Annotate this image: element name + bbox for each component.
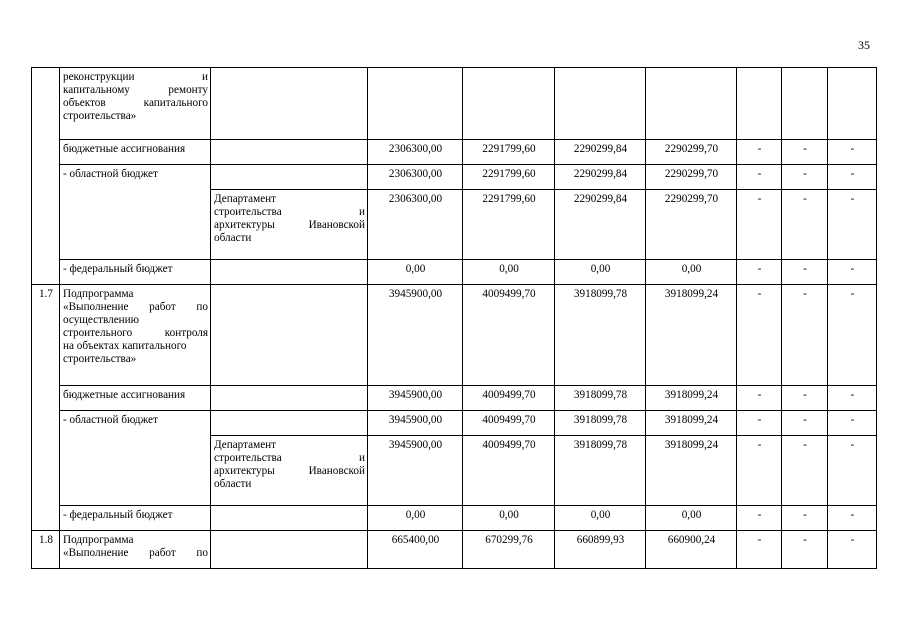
dash-cell: -	[828, 285, 877, 386]
value-cell: 2291799,60	[463, 140, 555, 165]
value-cell: 4009499,70	[463, 285, 555, 386]
executor-cell	[211, 386, 368, 411]
dash-cell: -	[737, 386, 782, 411]
dash-cell: -	[828, 140, 877, 165]
executor-line: строительства и	[214, 206, 365, 218]
dash-cell	[737, 68, 782, 140]
table-row	[32, 285, 877, 386]
name-line: «Выполнение работ по	[63, 301, 208, 313]
row-name-cell	[60, 386, 211, 411]
value-cell: 3918099,78	[555, 285, 646, 386]
row-name-cell	[60, 68, 211, 140]
table-row	[32, 140, 877, 165]
dash-cell: -	[782, 285, 828, 386]
value-cell: 3945900,00	[368, 386, 463, 411]
dash-cell: -	[782, 140, 828, 165]
budget-table	[31, 67, 877, 569]
executor-line: области	[214, 478, 252, 490]
name-line: - федеральный бюджет	[63, 263, 173, 275]
table-row	[32, 411, 877, 436]
value-cell: 2290299,70	[646, 165, 737, 190]
value-cell	[646, 68, 737, 140]
executor-cell	[211, 260, 368, 285]
value-cell: 0,00	[463, 260, 555, 285]
table-body	[32, 68, 877, 569]
table-row	[32, 165, 877, 190]
executor-cell	[211, 506, 368, 531]
name-line: - областной бюджет	[63, 168, 158, 180]
value-cell: 2306300,00	[368, 140, 463, 165]
value-cell	[463, 68, 555, 140]
value-cell: 2306300,00	[368, 190, 463, 260]
value-cell	[368, 68, 463, 140]
name-line: Подпрограмма	[63, 288, 134, 300]
dash-cell: -	[737, 506, 782, 531]
dash-cell: -	[782, 436, 828, 506]
name-line: строительства»	[63, 353, 137, 365]
name-line: - федеральный бюджет	[63, 509, 173, 521]
table-row	[32, 531, 877, 569]
name-line: - областной бюджет	[63, 414, 158, 426]
executor-line: архитектуры Ивановской	[214, 219, 365, 231]
dash-cell	[828, 68, 877, 140]
value-cell: 2290299,84	[555, 140, 646, 165]
value-cell: 660900,24	[646, 531, 737, 569]
value-cell: 3918099,78	[555, 386, 646, 411]
value-cell: 0,00	[555, 260, 646, 285]
executor-line: строительства и	[214, 452, 365, 464]
row-name-cell	[60, 260, 211, 285]
dash-cell: -	[828, 531, 877, 569]
value-cell: 3945900,00	[368, 285, 463, 386]
value-cell: 3918099,24	[646, 436, 737, 506]
value-cell: 3945900,00	[368, 436, 463, 506]
dash-cell	[782, 68, 828, 140]
name-line: «Выполнение работ по	[63, 547, 208, 559]
name-line: Подпрограмма	[63, 534, 134, 546]
executor-cell	[211, 411, 368, 436]
dash-cell: -	[737, 531, 782, 569]
row-index: 1.7	[39, 288, 53, 300]
page-number: 35	[858, 38, 870, 52]
row-index-cell	[32, 68, 60, 285]
value-cell: 2290299,70	[646, 190, 737, 260]
value-cell: 2290299,70	[646, 140, 737, 165]
executor-line: области	[214, 232, 252, 244]
table-row	[32, 68, 877, 140]
executor-line: Департамент	[214, 193, 277, 205]
value-cell: 0,00	[463, 506, 555, 531]
name-line: осуществлению	[63, 314, 140, 326]
dash-cell: -	[737, 260, 782, 285]
value-cell: 0,00	[368, 260, 463, 285]
row-name-cell	[60, 285, 211, 386]
dash-cell: -	[828, 411, 877, 436]
dash-cell: -	[737, 411, 782, 436]
dash-cell: -	[828, 260, 877, 285]
name-line: строительного контроля	[63, 327, 208, 339]
executor-cell	[211, 190, 368, 260]
row-index-cell	[32, 285, 60, 531]
row-name-cell	[60, 531, 211, 569]
value-cell: 2291799,60	[463, 190, 555, 260]
dash-cell: -	[782, 411, 828, 436]
name-line: на объектах капитального	[63, 340, 187, 352]
executor-cell	[211, 165, 368, 190]
value-cell: 0,00	[555, 506, 646, 531]
dash-cell: -	[828, 436, 877, 506]
value-cell: 0,00	[646, 260, 737, 285]
row-name-cell	[60, 140, 211, 165]
value-cell	[555, 68, 646, 140]
value-cell: 3918099,24	[646, 285, 737, 386]
executor-cell	[211, 531, 368, 569]
name-line: бюджетные ассигнования	[63, 143, 186, 155]
name-line: строительства»	[63, 110, 137, 122]
executor-line: Департамент	[214, 439, 277, 451]
table-row	[32, 260, 877, 285]
row-index-cell	[32, 531, 60, 569]
executor-cell	[211, 140, 368, 165]
dash-cell: -	[737, 285, 782, 386]
row-name-cell	[60, 506, 211, 531]
dash-cell: -	[828, 165, 877, 190]
value-cell: 0,00	[646, 506, 737, 531]
dash-cell: -	[828, 506, 877, 531]
dash-cell: -	[782, 165, 828, 190]
dash-cell: -	[737, 436, 782, 506]
value-cell: 3918099,24	[646, 386, 737, 411]
value-cell: 2290299,84	[555, 165, 646, 190]
dash-cell: -	[782, 506, 828, 531]
row-name-cell	[60, 165, 211, 260]
value-cell: 3945900,00	[368, 411, 463, 436]
dash-cell: -	[737, 140, 782, 165]
dash-cell: -	[828, 386, 877, 411]
table-row	[32, 506, 877, 531]
value-cell: 3918099,78	[555, 411, 646, 436]
value-cell: 4009499,70	[463, 436, 555, 506]
row-index: 1.8	[39, 534, 53, 546]
name-line: бюджетные ассигнования	[63, 389, 186, 401]
value-cell: 3918099,78	[555, 436, 646, 506]
row-name-cell	[60, 411, 211, 506]
value-cell: 0,00	[368, 506, 463, 531]
dash-cell: -	[737, 190, 782, 260]
name-line: капитальному ремонту	[63, 84, 208, 96]
executor-cell	[211, 285, 368, 386]
name-line: объектов капитального	[63, 97, 208, 109]
dash-cell: -	[782, 260, 828, 285]
executor-cell	[211, 68, 368, 140]
dash-cell: -	[737, 165, 782, 190]
executor-cell	[211, 436, 368, 506]
value-cell: 4009499,70	[463, 411, 555, 436]
value-cell: 2306300,00	[368, 165, 463, 190]
dash-cell: -	[828, 190, 877, 260]
value-cell: 3918099,24	[646, 411, 737, 436]
value-cell: 670299,76	[463, 531, 555, 569]
value-cell: 2291799,60	[463, 165, 555, 190]
dash-cell: -	[782, 531, 828, 569]
value-cell: 4009499,70	[463, 386, 555, 411]
table-row	[32, 386, 877, 411]
dash-cell: -	[782, 190, 828, 260]
value-cell: 665400,00	[368, 531, 463, 569]
value-cell: 2290299,84	[555, 190, 646, 260]
value-cell: 660899,93	[555, 531, 646, 569]
executor-line: архитектуры Ивановской	[214, 465, 365, 477]
name-line: реконструкции и	[63, 71, 208, 83]
dash-cell: -	[782, 386, 828, 411]
